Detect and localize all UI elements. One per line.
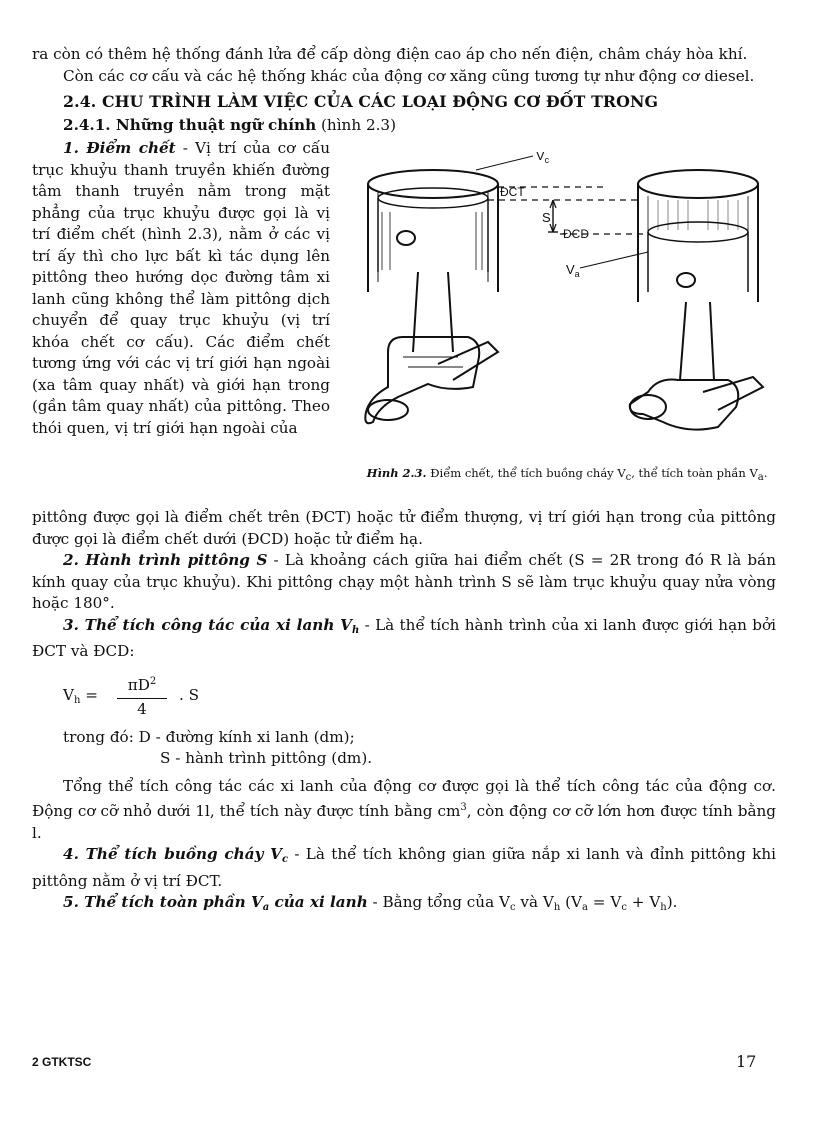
page-number: 17 [736,1052,757,1071]
label-vc: $V_c$ [536,152,550,165]
term5-label: 5. Thể tích toàn phần $V_a$ của xi lanh [63,893,368,913]
term3-text: - Là thể tích hành trình của xi lanh được giới hạn bởi ĐCT và ĐCD: [32,615,776,660]
label-s: S [542,210,551,225]
footer-code: 2 GTKTSC [32,1055,92,1069]
term4-label: 4. Thể tích buồng cháy $V_c$ [63,845,289,865]
term5-paragraph [32,892,776,919]
figure-caption-end: . [763,466,768,480]
label-dcd: ĐCD [563,227,589,241]
page-body [32,44,776,919]
formula-numerator: $\pi D^2$ [117,671,167,700]
section-title: 2.4. CHU TRÌNH LÀM VIỆC CỦA CÁC LOẠI ĐỘNG CƠ ĐỐT TRONG [63,92,659,111]
term1-with-figure [32,138,776,507]
term1-continuation: pittông được gọi là điểm chết trên (ĐCT) hoặc tử điểm thượng, vị trí giới hạn trong của pittông được gọi là điểm chết dưới (ĐCD) hoặc tử điểm hạ. [32,508,776,548]
term1-text-block [32,138,330,439]
formula-fraction [117,671,167,721]
term1-paragraph [32,138,330,439]
left-piston-drawing [365,170,498,423]
figure-caption-sub-a: a [757,472,764,483]
term3-paragraph [32,615,776,663]
term4-paragraph [32,844,776,892]
formula-lhs: $V_h$ = [63,685,98,706]
figure-engine-dead-centers [358,152,778,472]
para-intro: ra còn có thêm hệ thống đánh lửa để cấp dòng điện cao áp cho nến điện, châm cháy hòa khí. [32,45,748,63]
where-line-2: S - hành trình pittông (dm). [160,749,373,767]
term2-paragraph [32,550,776,615]
para-other-systems: Còn các cơ cấu và các hệ thống khác của động cơ xăng cũng tương tự như động cơ diesel. [63,66,755,85]
formula-rhs: . S [179,685,200,704]
term2-text: - Là khoảng cách giữa hai điểm chết (S = 2R trong đó R là bán kính quay của trục khuỷu). Khi pittông chạy một hành trình S sẽ làm trục khuỷu quay nửa vòng hoặc 180°. [32,551,776,612]
subsection-title: 2.4.1. Những thuật ngữ chính [63,115,317,134]
para-total-volume: Tổng thể tích công tác các xi lanh của động cơ được gọi là thể tích công tác của động cơ. Động cơ cỡ nhỏ dưới 1l, thể tích này được tính bằng $cm^3$, còn động cơ cỡ lớn hơn được tính bằng l. [32,776,777,842]
where-line-1: trong đó: D - đường kính xi lanh (dm); [63,727,355,746]
term4-text: - Là thể tích không gian giữa nắp xi lanh và đỉnh pittông khi pittông nằm ở vị trí ĐCT. [32,845,776,890]
figure-label: Hình 2.3. [366,466,427,480]
term1-text: - Vị trí của cơ cấu trục khuỷu thanh truyền khiến đường tâm thanh truyền nằm trong mặt phẳng của trục khuỷu được gọi là vị trí điểm chết (hình 2.3), nằm ở các vị trí ấy thì cho lực bất kì tác dụng lên pittông theo hướng dọc đường tâm xi lanh cũng không thể làm pittông dịch chuyển để quay trục khuỷu (vị trí khóa chết cơ cấu). Các điểm chết tương ứng với các vị trí giới hạn ngoài (xa tâm quay nhất) và giới hạn trong (gần tâm quay nhất) của pittông. Theo thói quen, vị trí giới hạn ngoài của [32,139,330,437]
figure-caption-text-1: Điểm chết, thể tích buồng cháy V [426,466,626,480]
formula-denominator: 4 [137,700,147,718]
term1-label: 1. Điểm chết [63,139,176,157]
term3-label: 3. Thể tích công tác của xi lanh $V_h$ [63,615,360,636]
formula-vh [63,671,776,723]
term2-label: 2. Hành trình pittông S [63,551,268,569]
label-va: $V_a$ [566,262,580,279]
subsection-ref: (hình 2.3) [316,115,397,134]
term5-text: - Bằng tổng của $V_c$ và $V_h$ $(V_a = V_c + V_h)$. [367,893,678,913]
figure-caption-sub-c: c [625,472,632,483]
right-piston-drawing [630,170,763,430]
figure-caption [362,466,772,485]
label-dct: ĐCT [500,185,525,199]
figure-caption-text-2: , thể tích toàn phần V [631,466,758,480]
subsection-heading [63,115,776,137]
